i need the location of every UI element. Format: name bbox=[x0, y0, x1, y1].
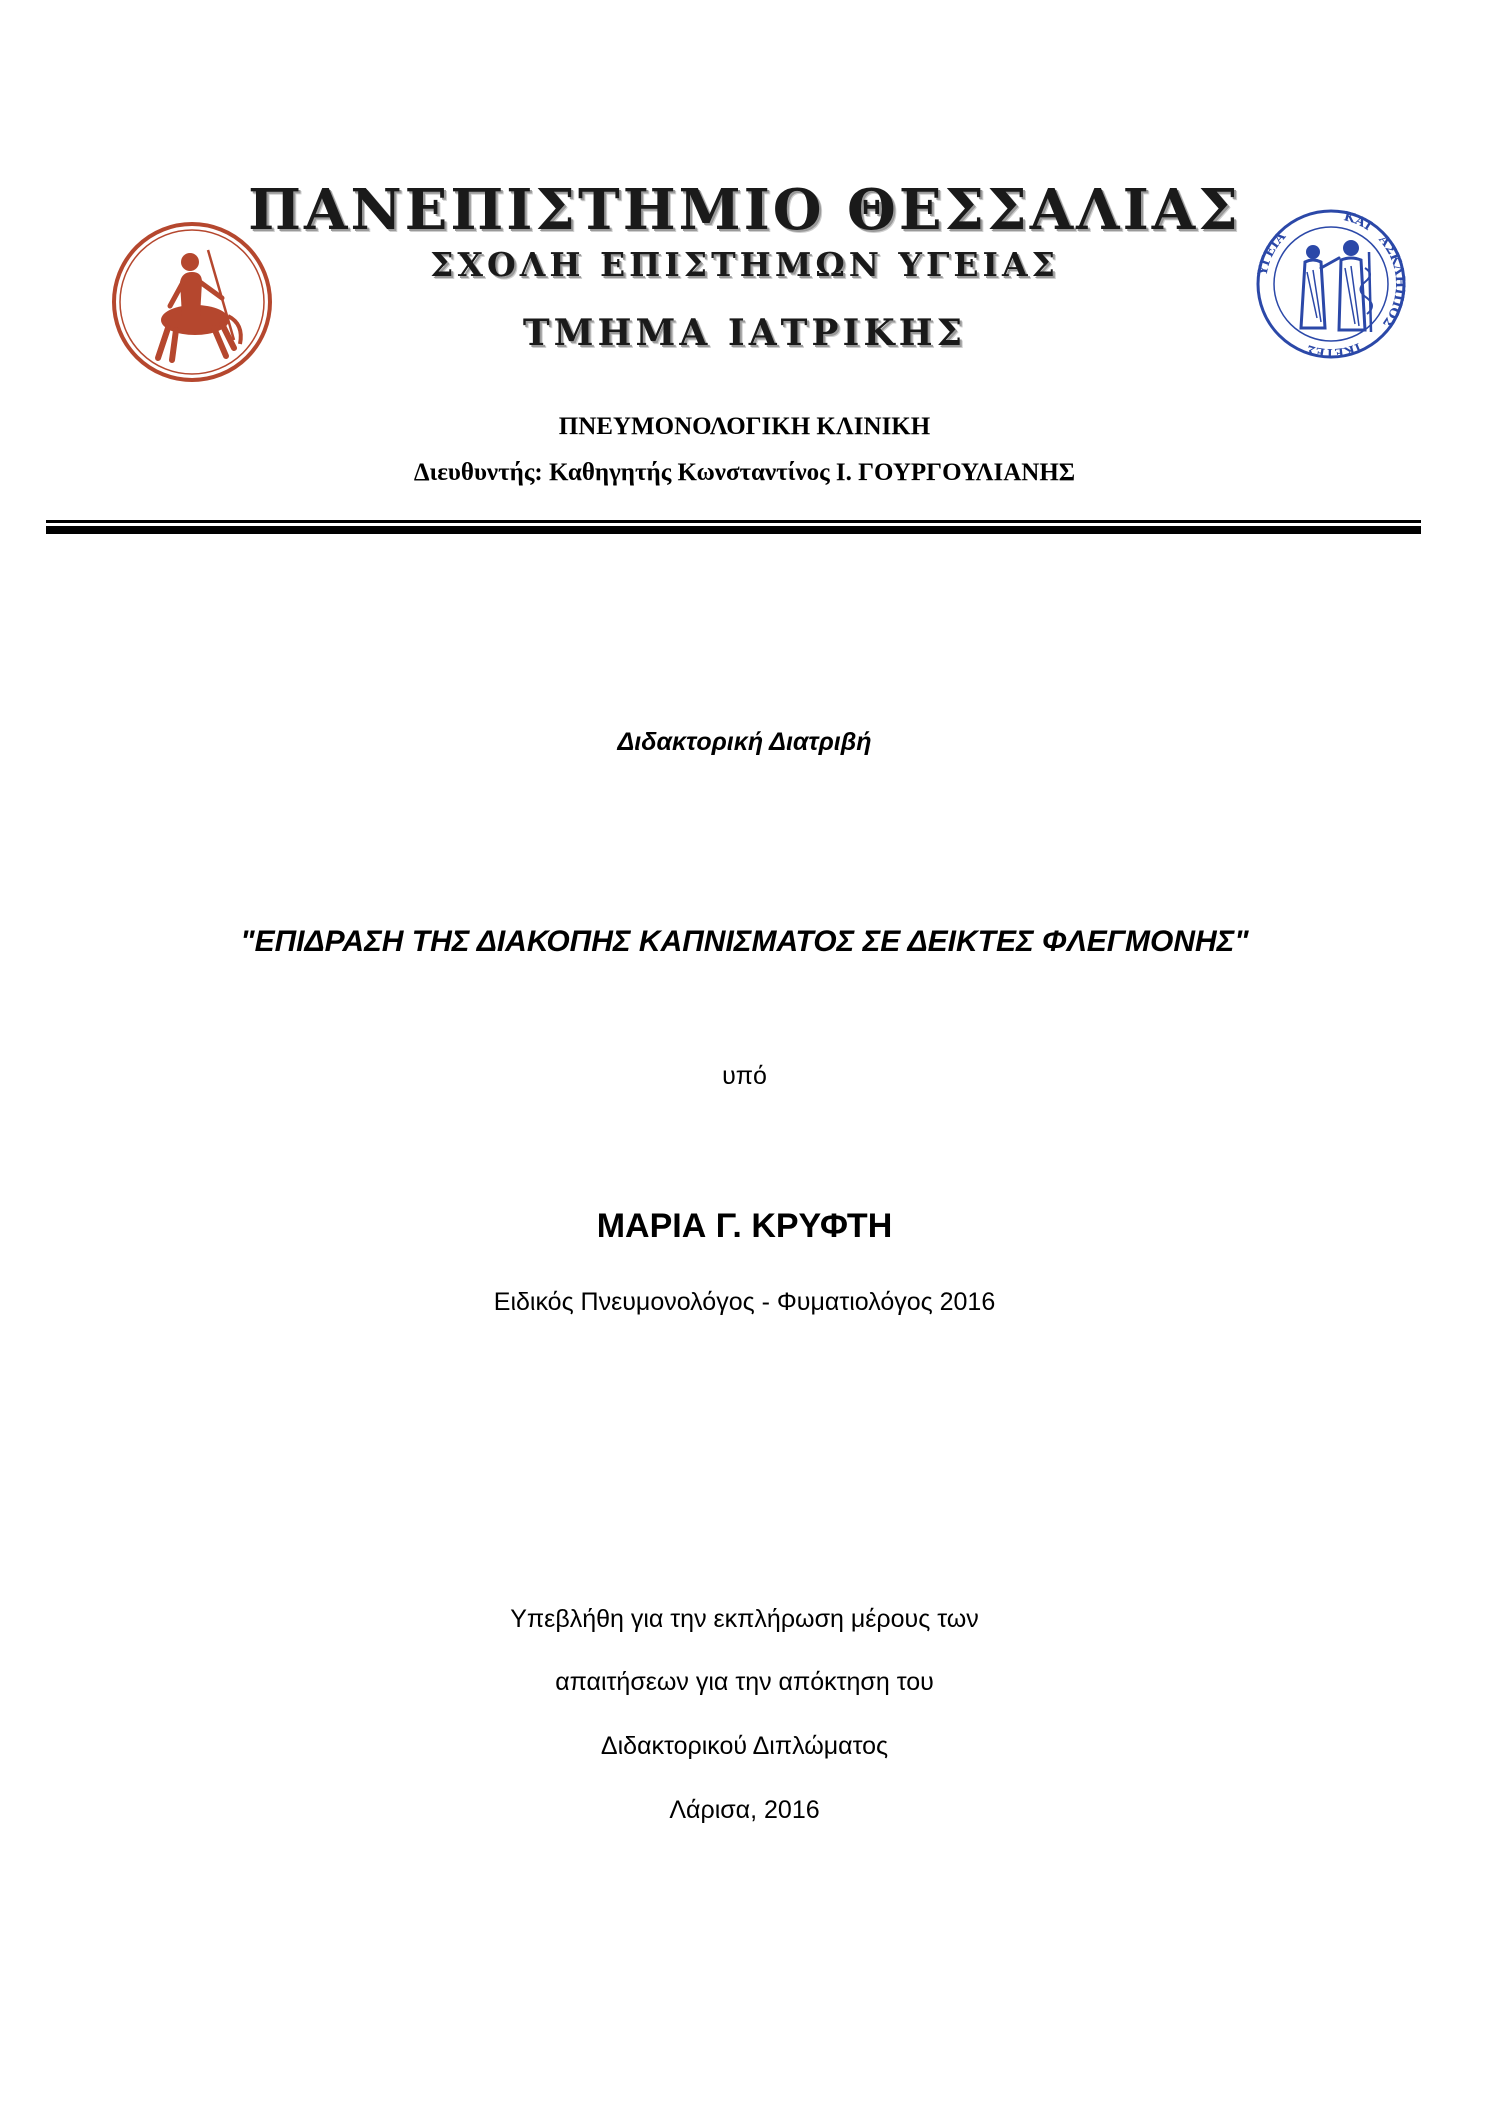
svg-text:ΙΚΕΤΕΣ: ΙΚΕΤΕΣ bbox=[1305, 340, 1363, 360]
department-name: ΤΜΗΜΑ ΙΑΤΡΙΚΗΣ bbox=[522, 312, 967, 354]
submission-line-3: Διδακτορικού Διπλώματος bbox=[600, 1732, 889, 1760]
author-specialty: Ειδικός Πνευμονολόγος - Φυματιολόγος 2016 bbox=[493, 1288, 996, 1316]
svg-text:ΚΑΙ: ΚΑΙ bbox=[1342, 209, 1375, 235]
school-name: ΣΧΟΛΗ ΕΠΙΣΤΗΜΩΝ ΥΓΕΙΑΣ bbox=[430, 245, 1059, 284]
by-label: υπό bbox=[722, 1062, 767, 1090]
clinic-director: Διευθυντής: Καθηγητής Κωνσταντίνος Ι. ΓΟΥΡΓΟΥΛΙΑΝΗΣ bbox=[413, 459, 1076, 486]
submission-line-1: Υπεβλήθη για την εκπλήρωση μέρους των bbox=[510, 1605, 979, 1633]
centaur-seal-icon bbox=[110, 220, 275, 385]
svg-text:ΥΓΕΙΑ: ΥΓΕΙΑ bbox=[1255, 229, 1290, 277]
svg-text:ΑΣΚΛΗΠΙΟΣ: ΑΣΚΛΗΠΙΟΣ bbox=[1375, 232, 1407, 331]
document-type: Διδακτορική Διατριβή bbox=[617, 728, 872, 756]
header-divider-thick bbox=[46, 526, 1421, 534]
author-name: ΜΑΡΙΑ Γ. ΚΡΥΦΤΗ bbox=[596, 1207, 893, 1245]
thesis-title: "ΕΠΙΔΡΑΣΗ ΤΗΣ ΔΙΑΚΟΠΗΣ ΚΑΠΝΙΣΜΑΤΟΣ ΣΕ ΔΕΙΚΤΕΣ ΦΛΕΓΜΟΝΗΣ" bbox=[240, 925, 1249, 958]
header-divider-thin bbox=[46, 520, 1421, 523]
submission-line-2: απαιτήσεων για την απόκτηση του bbox=[555, 1668, 934, 1696]
place-date: Λάρισα, 2016 bbox=[669, 1796, 820, 1824]
clinic-name: ΠΝΕΥΜΟΝΟΛΟΓΙΚΗ ΚΛΙΝΙΚΗ bbox=[558, 413, 931, 440]
university-name: ΠΑΝΕΠΙΣΤΗΜΙΟ ΘΕΣΣΑΛΙΑΣ bbox=[248, 177, 1241, 243]
